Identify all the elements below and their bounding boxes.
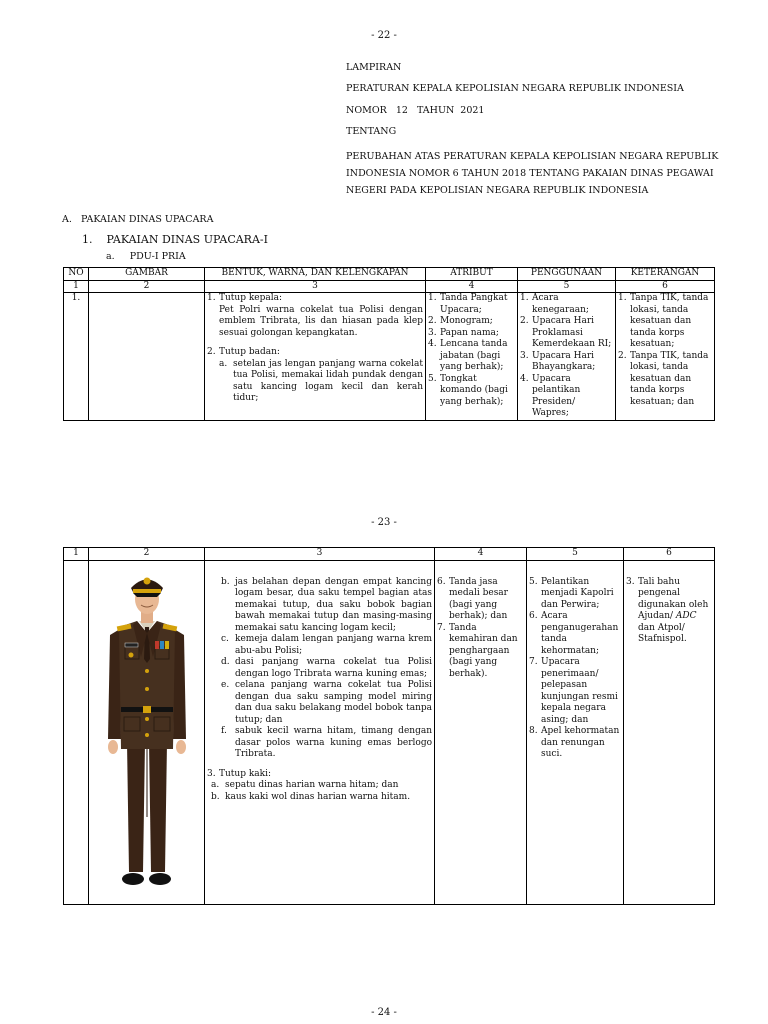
atribut-cell (426, 293, 518, 421)
col-number: 6 (616, 280, 715, 293)
item-number: 5. (428, 373, 437, 384)
item-text: Tanpa TIK, tanda lokasi, tanda kesatuan dan tanda korps kesatuan; (630, 293, 709, 349)
header-keterangan: KETERANGAN (616, 268, 715, 281)
table-header-row (64, 268, 715, 281)
section-heading-a: A. PAKAIAN DINAS UPACARA (62, 214, 214, 225)
item-text: Tanda kemahiran dan penghargaan (bagi yang berhak). (449, 622, 518, 679)
item-number: 6. (529, 611, 538, 621)
gambar-cell (89, 560, 205, 904)
item-text: Lencana tanda jabatan (bagi yang berhak); (440, 339, 508, 372)
header-penggunaan: PENGGUNAAN (518, 268, 616, 281)
regulation-number: NOMOR 12 TAHUN 2021 (346, 104, 485, 116)
subject-line-2: INDONESIA NOMOR 6 TAHUN 2018 TENTANG PAKAIAN DINAS PEGAWAI (346, 167, 714, 179)
item-number: b. (221, 576, 230, 587)
col-number: 1 (64, 280, 89, 293)
list-item (207, 577, 432, 635)
section-heading-1: 1. PAKAIAN DINAS UPACARA-I (82, 233, 268, 246)
item-text: Upacara Hari Bhayangkara; (532, 350, 596, 372)
col-number: 2 (89, 548, 205, 561)
list-item (207, 726, 432, 761)
item-number: 4. (520, 373, 529, 384)
item-text: sabuk kecil warna hitam, timang dengan dasar polos warna kuning emas berlogo Tribrata. (235, 726, 432, 759)
list-item (207, 792, 432, 804)
col-number: 3 (205, 548, 435, 561)
col-number: 4 (435, 548, 527, 561)
header-atribut: ATRIBUT (426, 268, 518, 281)
item-text: Tongkat komando (bagi yang berhak); (440, 373, 508, 407)
col-number: 6 (624, 548, 715, 561)
police-uniform-illustration (93, 567, 203, 897)
item-number: 7. (529, 657, 538, 667)
item-text: jas belahan depan dengan empat kancing logam besar, dua saku tempel bagian atas memakai tutup, dua saku bobok bagian bawah memakai tutup dan masing-masing memakai satu kancing logam kecil; (235, 576, 432, 633)
item-text: dasi panjang warna cokelat tua Polisi dengan logo Tribrata warna kuning emas; (235, 657, 432, 679)
keterangan-text: Tali bahu pengenal digunakan oleh Ajudan/ (638, 576, 709, 621)
item-number: 2. (428, 316, 437, 326)
item-number: 2. (520, 316, 529, 326)
item-number: 1. (520, 293, 529, 303)
list-item (207, 657, 432, 680)
column-number-row (64, 280, 715, 293)
item-number: a. (211, 780, 220, 790)
item-number: 1. (618, 293, 627, 303)
row-number-cell (64, 560, 89, 904)
item-number: 7. (437, 622, 446, 633)
uniform-table-page-23 (63, 547, 715, 905)
item-number: b. (211, 791, 220, 802)
item-number: 5. (529, 576, 538, 587)
keterangan-italic: ADC (675, 611, 697, 621)
keterangan-cell (624, 560, 715, 904)
penggunaan-cell (518, 293, 616, 421)
page-number: - 22 - (371, 30, 397, 41)
item-title: Tutup kepala: (219, 293, 283, 303)
item-text: kemeja dalam lengan panjang warna krem abu-abu Polisi; (235, 634, 432, 656)
keterangan-text: dan Atpol/ Stafnispol. (638, 622, 687, 644)
header-no: NO (64, 268, 89, 281)
lampiran-label: LAMPIRAN (346, 62, 402, 73)
item-text: celana panjang warna cokelat tua Polisi dengan dua saku samping model miring dan dua saku belakang model bobok tanpa tutup; dan (235, 680, 432, 725)
item-text: setelan jas lengan panjang warna cokelat tua Polisi, memakai lidah pundak dengan satu kancing logam kecil dan kerah tidur; (233, 358, 423, 403)
item-number: 3. (520, 350, 529, 361)
atribut-cell (435, 560, 527, 904)
item-number: 3. (207, 768, 216, 779)
item-text: Monogram; (440, 316, 493, 326)
tentang-label: TENTANG (346, 126, 397, 138)
col-number: 5 (527, 548, 624, 561)
item-number: 4. (428, 339, 437, 349)
list-item (207, 780, 432, 792)
header-gambar: GAMBAR (89, 268, 205, 281)
subject-line-3: NEGERI PADA KEPOLISIAN NEGARA REPUBLIK INDONESIA (346, 184, 649, 196)
item-number: 2. (618, 350, 627, 361)
header-bentuk: BENTUK, WARNA, DAN KELENGKAPAN (205, 268, 426, 281)
item-text: Upacara Hari Proklamasi Kemerdekaan RI; (532, 316, 612, 349)
list-item (207, 293, 423, 305)
uniform-table-page-22 (63, 267, 715, 421)
subject-line-1: PERUBAHAN ATAS PERATURAN KEPALA KEPOLISIAN NEGARA REPUBLIK (346, 150, 719, 162)
list-item (207, 359, 423, 405)
item-text: Tanpa TIK, tanda lokasi, tanda kesatuan dan tanda korps kesatuan; dan (630, 350, 709, 407)
row-number: 1. (64, 293, 89, 421)
lampiran-heading (346, 62, 726, 199)
item-title: Tutup badan: (219, 347, 280, 357)
list-item (207, 769, 432, 781)
list-item (207, 634, 432, 657)
item-number: e. (221, 680, 230, 690)
item-text: Papan nama; (440, 327, 499, 338)
section-heading-a-sub: a. PDU-I PRIA (106, 251, 186, 262)
col-number: 1 (64, 548, 89, 561)
item-number: c. (221, 634, 229, 644)
item-text: Upacara penerimaan/ pelepasan kunjungan resmi kepala negara asing; dan (541, 657, 618, 725)
item-number: 3. (626, 576, 635, 587)
item-number: f. (221, 726, 227, 736)
keterangan-cell (616, 293, 715, 421)
table-row (64, 293, 715, 421)
item-number: d. (221, 657, 230, 667)
list-item (207, 347, 423, 359)
item-number: 3. (428, 327, 437, 338)
item-text: sepatu dinas harian warna hitam; dan (225, 780, 399, 790)
col-number: 5 (518, 280, 616, 293)
item-text (638, 577, 712, 646)
bentuk-cell (205, 560, 435, 904)
item-text: Acara kenegaraan; (532, 293, 589, 315)
list-item (626, 577, 712, 646)
item-number: 8. (529, 726, 538, 736)
item-text: Tanda jasa medali besar (bagi yang berhak); dan (449, 576, 508, 621)
col-number: 3 (205, 280, 426, 293)
page-number: - 23 - (371, 517, 397, 528)
item-number: 1. (207, 293, 216, 303)
table-row (64, 560, 715, 904)
item-text: kaus kaki wol dinas harian warna hitam. (225, 791, 411, 802)
column-number-row (64, 548, 715, 561)
page-number: - 24 - (371, 1007, 397, 1018)
gambar-cell (89, 293, 205, 421)
item-number: 1. (428, 293, 437, 303)
list-item (207, 680, 432, 726)
col-number: 4 (426, 280, 518, 293)
penggunaan-cell (527, 560, 624, 904)
item-text: Upacara pelantikan Presiden/ Wapres; (532, 373, 581, 418)
item-number: 2. (207, 347, 216, 357)
bentuk-cell (205, 293, 426, 421)
item-description: Pet Polri warna cokelat tua Polisi dengan emblem Tribrata, lis dan hiasan pada klep sesuai golongan kepangkatan. (219, 304, 423, 338)
item-text: Apel kehormatan dan renungan suci. (541, 726, 620, 759)
item-title: Tutup kaki: (219, 768, 272, 779)
regulation-title: PERATURAN KEPALA KEPOLISIAN NEGARA REPUBLIK INDONESIA (346, 83, 684, 95)
item-text: Acara penganugerahan tanda kehormatan; (541, 611, 619, 656)
item-number: 6. (437, 576, 446, 587)
item-text: Pelantikan menjadi Kapolri dan Perwira; (541, 576, 614, 610)
item-number: a. (219, 358, 228, 369)
item-text: Tanda Pangkat Upacara; (440, 293, 508, 315)
col-number: 2 (89, 280, 205, 293)
